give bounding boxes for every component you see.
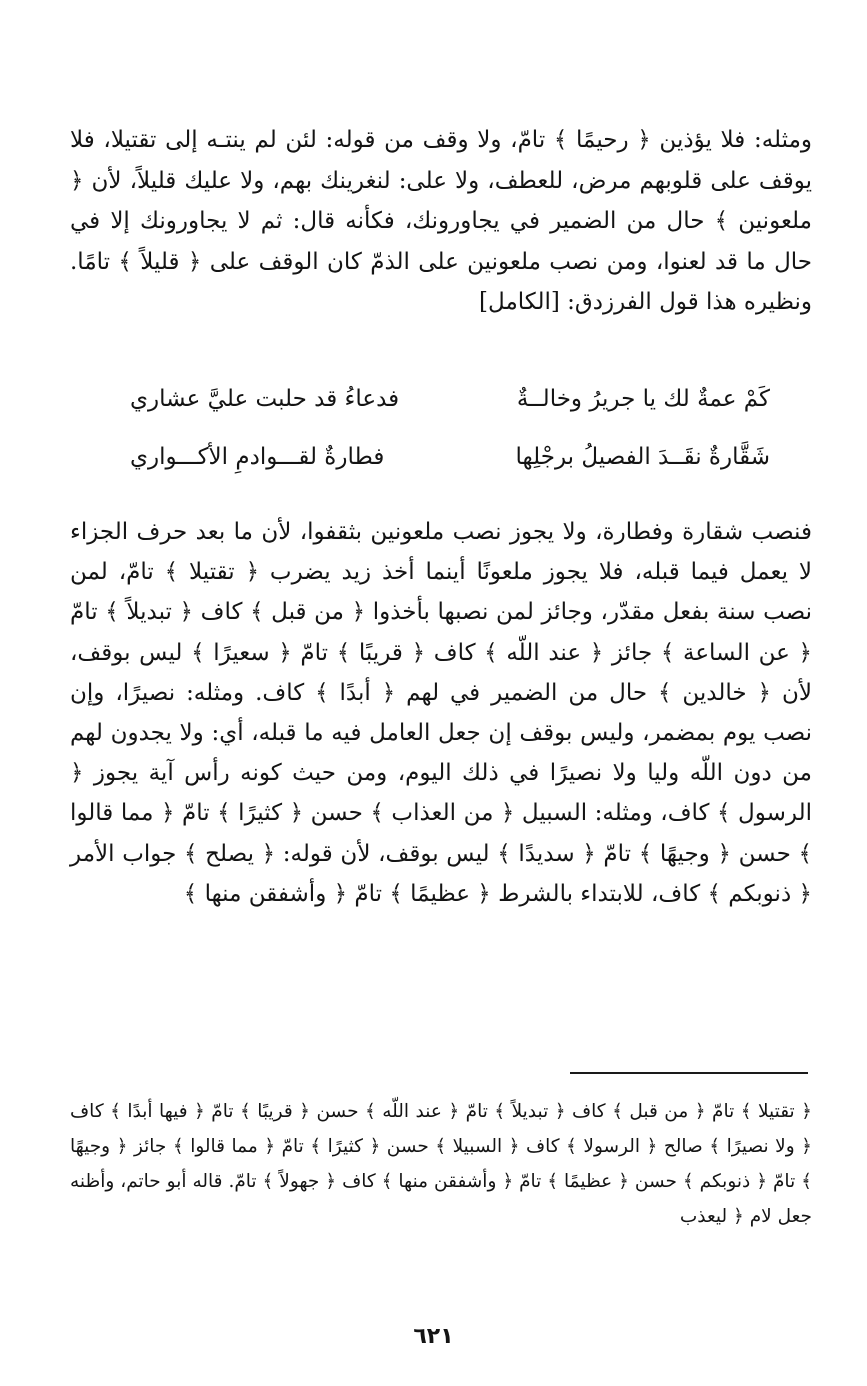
footnote-text: ﴿ تقتيلا ﴾ تامّ ﴿ من قبل ﴾ كاف ﴿ تبديلاً ﴾ تامّ ﴿ عند اللّه ﴾ حسن ﴿ قريبًا ﴾ تامّ ﴿ فيها أبدًا ﴾ كاف ﴿ ولا نصيرًا ﴾ صالح ﴿ الرسولا ﴾ كاف ﴿ السبيلا ﴾ حسن ﴿ كثيرًا ﴾ تامّ ﴿ مما قالوا ﴾ جائز ﴿ وجيهًا ﴾ تامّ ﴿ ذنوبكم ﴾ حسن ﴿ عظيمًا ﴾ تامّ ﴿ وأشفقن منها ﴾ كاف ﴿ جهولاً ﴾ تامّ. قاله أبو حاتم، وأظنه جعل لام ﴿ ليعذب [70,1101,812,1227]
verse-line [130,384,770,442]
verse-first-hemistich: كَمْ عمةٌ لك يا جريرُ وخالــةٌ [516,386,770,412]
verse-line [130,442,770,500]
verse-second-hemistich: فطارةٌ لقـــوادمِ الأكـــواري [130,444,385,470]
continuation-text: فنصب شقارة وفطارة، ولا يجوز نصب ملعونين بثقفوا، لأن ما بعد حرف الجزاء لا يعمل فيما قبله، فلا يجوز ملعونًا أينما أخذ زيد يضرب ﴿ تقتيلا ﴾ تامّ، لمن نصب سنة بفعل مقدّر، وجائز لمن نصبها بأخذوا ﴿ من قبل ﴾ كاف ﴿ تبديلاً ﴾ تامّ ﴿ عن الساعة ﴾ جائز ﴿ عند اللّه ﴾ كاف ﴿ قريبًا ﴾ تامّ ﴿ سعيرًا ﴾ ليس بوقف، لأن ﴿ خالدين ﴾ حال من الضمير في لهم ﴿ أبدًا ﴾ كاف. ومثله: نصيرًا، وإن نصب يوم بمضمر، وليس بوقف إن جعل العامل فيه ما قبله، أي: ولا يجدون لهم من دون اللّه وليا ولا نصيرًا في ذلك اليوم، ومن حيث كونه رأس آية يجوز ﴿ الرسول ﴾ كاف، ومثله: السبيل ﴿ من العذاب ﴾ حسن ﴿ كثيرًا ﴾ تامّ ﴿ مما قالوا ﴾ حسن ﴿ وجيهًا ﴾ تامّ ﴿ سديدًا ﴾ ليس بوقف، لأن قوله: ﴿ يصلح ﴾ جواب الأمر ﴿ ذنوبكم ﴾ كاف، للابتداء بالشرط ﴿ عظيمًا ﴾ تامّ ﴿ وأشفقن منها ﴾ [70,519,812,907]
main-text: ومثله: فلا يؤذين ﴿ رحيمًا ﴾ تامّ، ولا وقف من قوله: لئن لم ينتـه إلى تقتيلا، فلا يوقف على قلوبهم مرض، للعطف، ولا على: لنغرينك بهم، ولا عليك قليلاً، لأن ﴿ ملعونين ﴾ حال من الضمير في يجاورونك، فكأنه قال: ثم لا يجاورونك إلا في حال ما قد لعنوا، ومن نصب ملعونين على الذمّ كان الوقف على ﴿ قليلاً ﴾ تامًا. ونظيره هذا قول الفرزدق: [الكامل] [70,127,812,315]
main-paragraph [70,120,812,323]
footnote [70,1094,812,1234]
footnote-separator [570,1072,808,1074]
continuation-paragraph [70,512,812,914]
verse-second-hemistich: فدعاءُ قد حلبت عليَّ عشاري [130,386,400,412]
page-number: ٦٢١ [413,1324,454,1349]
poem-verses [130,384,770,500]
verse-first-hemistich: شَقَّارةٌ نقَــدَ الفصيلُ برجْلِها [515,444,770,470]
